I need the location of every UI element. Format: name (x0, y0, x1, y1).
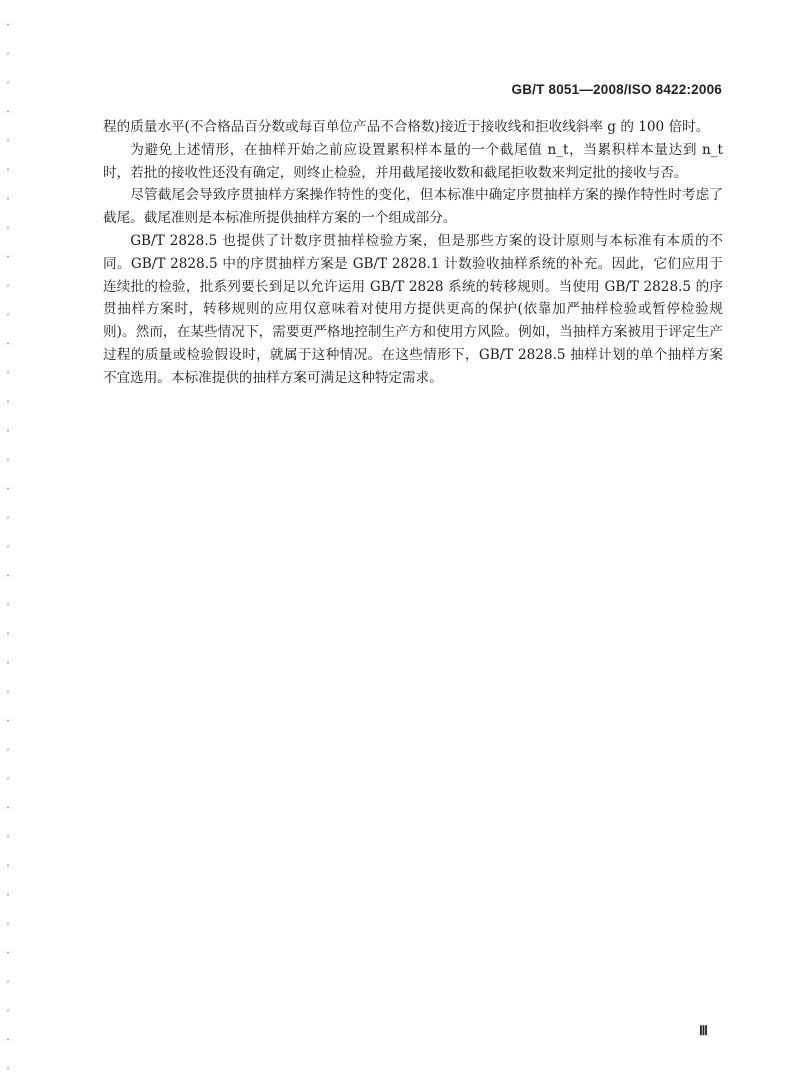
binding-margin-dots (6, 10, 10, 1080)
paragraph-truncation-value: 为避免上述情形，在抽样开始之前应设置累积样本量的一个截尾值 n_t，当累积样本量达到 n_t 时，若批的接收性还没有确定，则终止检验，并用截尾接收数和截尾拒收数来判定批的接收与否。 (103, 141, 723, 181)
paragraph-truncation-criteria: 尽管截尾会导致序贯抽样方案操作特性的变化，但本标准中确定序贯抽样方案的操作特性时考虑了截尾。截尾准则是本标准所提供抽样方案的一个组成部分。 (103, 187, 723, 227)
page-number: Ⅲ (699, 1023, 708, 1038)
paragraph-gbt-2828-5-comparison: GB/T 2828.5 也提供了计数序贯抽样检验方案，但是那些方案的设计原则与本标准有本质的不同。GB/T 2828.5 中的序贯抽样方案是 GB/T 2828.1 计数验收抽样系统的补充。因此，它们应用于连续批的检验，批系列要长到足以允许运用 GB/T 2828 系统的转移规则。当使用 GB/T 2828.5 的序贯抽样方案时，转移规则的应用仅意味着对使用方提供更高的保护(依靠加严抽样检验或暂停检验规则)。然而，在某些情况下，需要更严格地控制生产方和使用方风险。例如，当抽样方案被用于评定生产过程的质量或检验假设时，就属于这种情况。在这些情形下，GB/T 2828.5 抽样计划的单个抽样方案不宜选用。本标准提供的抽样方案可满足这种特定需求。 (103, 232, 723, 386)
paragraph-continuation: 程的质量水平(不合格品百分数或每百单位产品不合格数)接近于接收线和拒收线斜率 g 的 100 倍时。 (103, 119, 710, 135)
standard-code-header: GB/T 8051—2008/ISO 8422:2006 (511, 82, 722, 97)
body-text (103, 116, 723, 390)
